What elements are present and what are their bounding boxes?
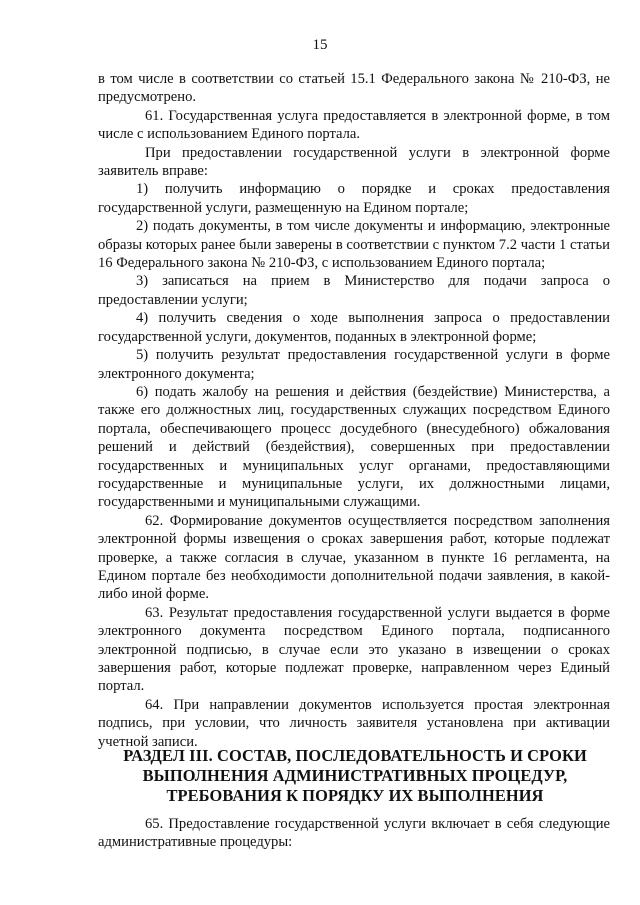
paragraph-64: 64. При направлении документов используется простая электронная подпись, при условии, что личность заявителя установлена при активации учетной записи. (98, 696, 610, 750)
paragraph-65: 65. Предоставление государственной услуги включает в себя следующие административные процедуры: (98, 816, 610, 851)
section-heading-line-3: ТРЕБОВАНИЯ К ПОРЯДКУ ИХ ВЫПОЛНЕНИЯ (166, 786, 544, 806)
list-item-3: 3) записаться на прием в Министерство для подачи запроса о предоставлении услуги; (98, 273, 610, 308)
paragraph-62: 62. Формирование документов осуществляется посредством заполнения электронной формы извещения о сроках завершения работ, которые подлежат проверке, а также согласия в случае, указанном в пункте 16 регламента, на Едином портале без необходимости дополнительной подачи заявления, в какой-либо иной форме. (98, 512, 610, 603)
tail-text (98, 815, 610, 852)
list-item-2: 2) подать документы, в том числе документы и информацию, электронные образы которых ранее были заверены в соответствии с пунктом 7.2 части 1 статьи 16 Федерального закона № 210-ФЗ, с использованием Единого портала; (98, 218, 610, 272)
section-heading-line-1: РАЗДЕЛ III. СОСТАВ, ПОСЛЕДОВАТЕЛЬНОСТЬ И СРОКИ (123, 746, 587, 765)
page-number: 15 (312, 37, 328, 53)
list-item-5: 5) получить результат предоставления государственной услуги в форме электронного документа; (98, 347, 610, 382)
list-item-1: 1) получить информацию о порядке и сроках предоставления государственной услуги, размещенную на Едином портале; (98, 181, 610, 216)
paragraph-applicant-rights: При предоставлении государственной услуги в электронной форме заявитель вправе: (98, 144, 610, 180)
list-item-6: 6) подать жалобу на решения и действия (бездействие) Министерства, а также его должностных лиц, государственных служащих посредством Единого портала, обеспечивающего процесс досудебного (внесудебного) обжалования решений и действий (бездействия), совершенных при предоставлении государственных и муниципальных услуг органами, предоставляющими государственные и муниципальные услуги, их должностными лицами, государственными и муниципальными служащими. (98, 383, 610, 511)
section-heading-line-2: ВЫПОЛНЕНИЯ АДМИНИСТРАТИВНЫХ ПРОЦЕДУР, (142, 766, 568, 786)
paragraph-continuation: в том числе в соответствии со статьей 15.1 Федерального закона № 210-ФЗ, не предусмотрено. (98, 71, 610, 106)
list-item-4: 4) получить сведения о ходе выполнения запроса о предоставлении государственной услуги, документов, поданных в электронной форме; (98, 310, 610, 345)
paragraph-61: 61. Государственная услуга предоставляется в электронной форме, в том числе с использованием Единого портала. (98, 107, 610, 143)
body-text (98, 70, 610, 751)
section-heading (110, 746, 600, 807)
paragraph-63: 63. Результат предоставления государственной услуги выдается в форме электронного документа посредством Единого портала, подписанного электронной подписью, в случае если это указано в извещении о сроках завершения работ, которые подлежат проверке, направленном через Единый портал. (98, 604, 610, 695)
